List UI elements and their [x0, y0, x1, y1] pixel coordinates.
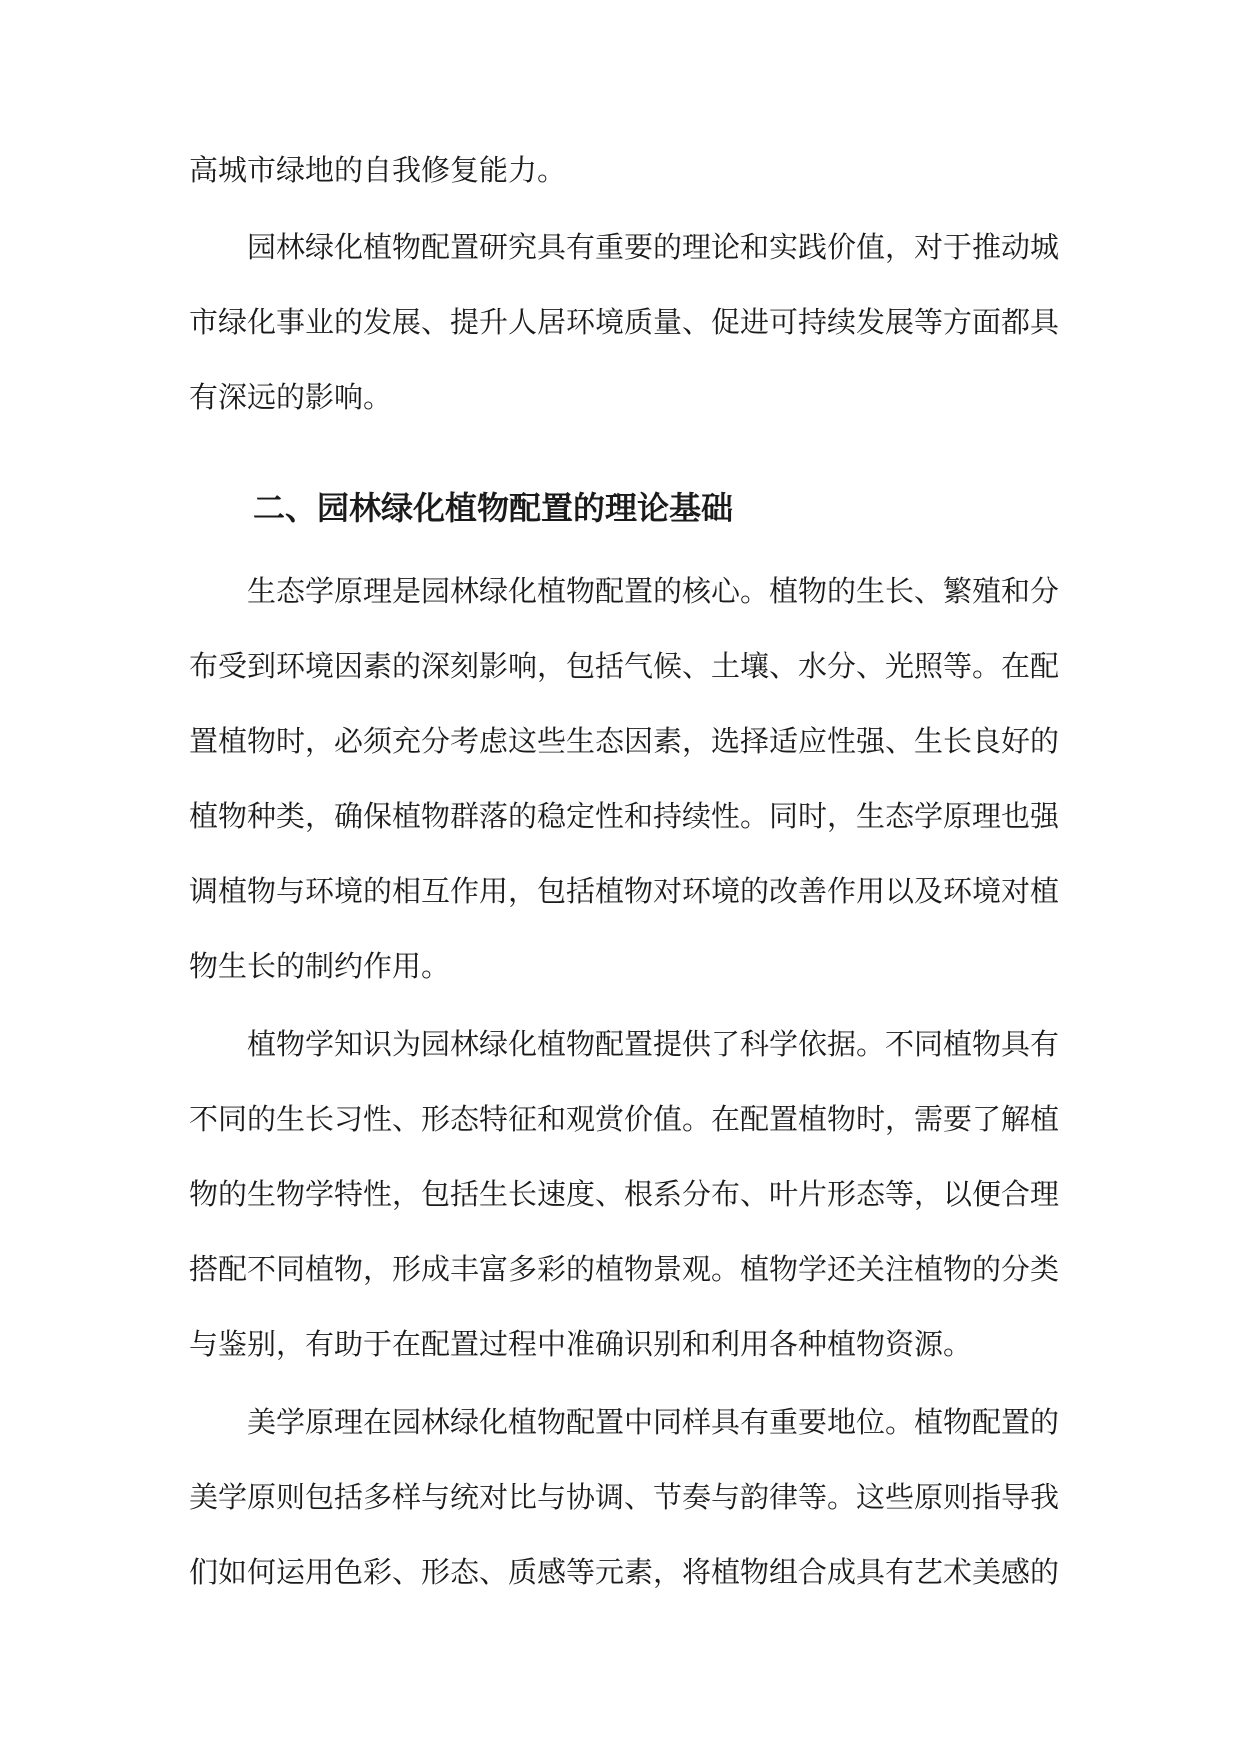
text-line: 生态学原理是园林绿化植物配置的核心。植物的生长、繁殖和分: [247, 574, 1060, 608]
text-line: 不同的生长习性、形态特征和观赏价值。在配置植物时，需要了解植: [189, 1102, 1060, 1136]
text-line: 搭配不同植物，形成丰富多彩的植物景观。植物学还关注植物的分类: [189, 1252, 1060, 1286]
text-line: 调植物与环境的相互作用，包括植物对环境的改善作用以及环境对植: [189, 874, 1060, 908]
text-line: 美学原理在园林绿化植物配置中同样具有重要地位。植物配置的: [247, 1405, 1060, 1439]
text-line: 有深远的影响。: [189, 380, 393, 414]
text-line: 植物种类，确保植物群落的稳定性和持续性。同时，生态学原理也强: [189, 799, 1060, 833]
text-line: 物的生物学特性，包括生长速度、根系分布、叶片形态等，以便合理: [189, 1177, 1060, 1211]
text-line: 美学原则包括多样与统对比与协调、节奏与韵律等。这些原则指导我: [189, 1480, 1060, 1514]
text-line: 园林绿化植物配置研究具有重要的理论和实践价值，对于推动城: [247, 230, 1060, 264]
text-line: 植物学知识为园林绿化植物配置提供了科学依据。不同植物具有: [247, 1027, 1060, 1061]
text-line: 高城市绿地的自我修复能力。: [189, 153, 567, 187]
text-line: 布受到环境因素的深刻影响，包括气候、土壤、水分、光照等。在配: [189, 649, 1060, 683]
text-line: 物生长的制约作用。: [189, 949, 451, 983]
section-heading: 二、园林绿化植物配置的理论基础: [253, 489, 734, 527]
text-line: 们如何运用色彩、形态、质感等元素，将植物组合成具有艺术美感的: [189, 1555, 1060, 1589]
text-line: 市绿化事业的发展、提升人居环境质量、促进可持续发展等方面都具: [189, 305, 1060, 339]
text-line: 与鉴别，有助于在配置过程中准确识别和利用各种植物资源。: [189, 1327, 973, 1361]
text-line: 置植物时，必须充分考虑这些生态因素，选择适应性强、生长良好的: [189, 724, 1060, 758]
